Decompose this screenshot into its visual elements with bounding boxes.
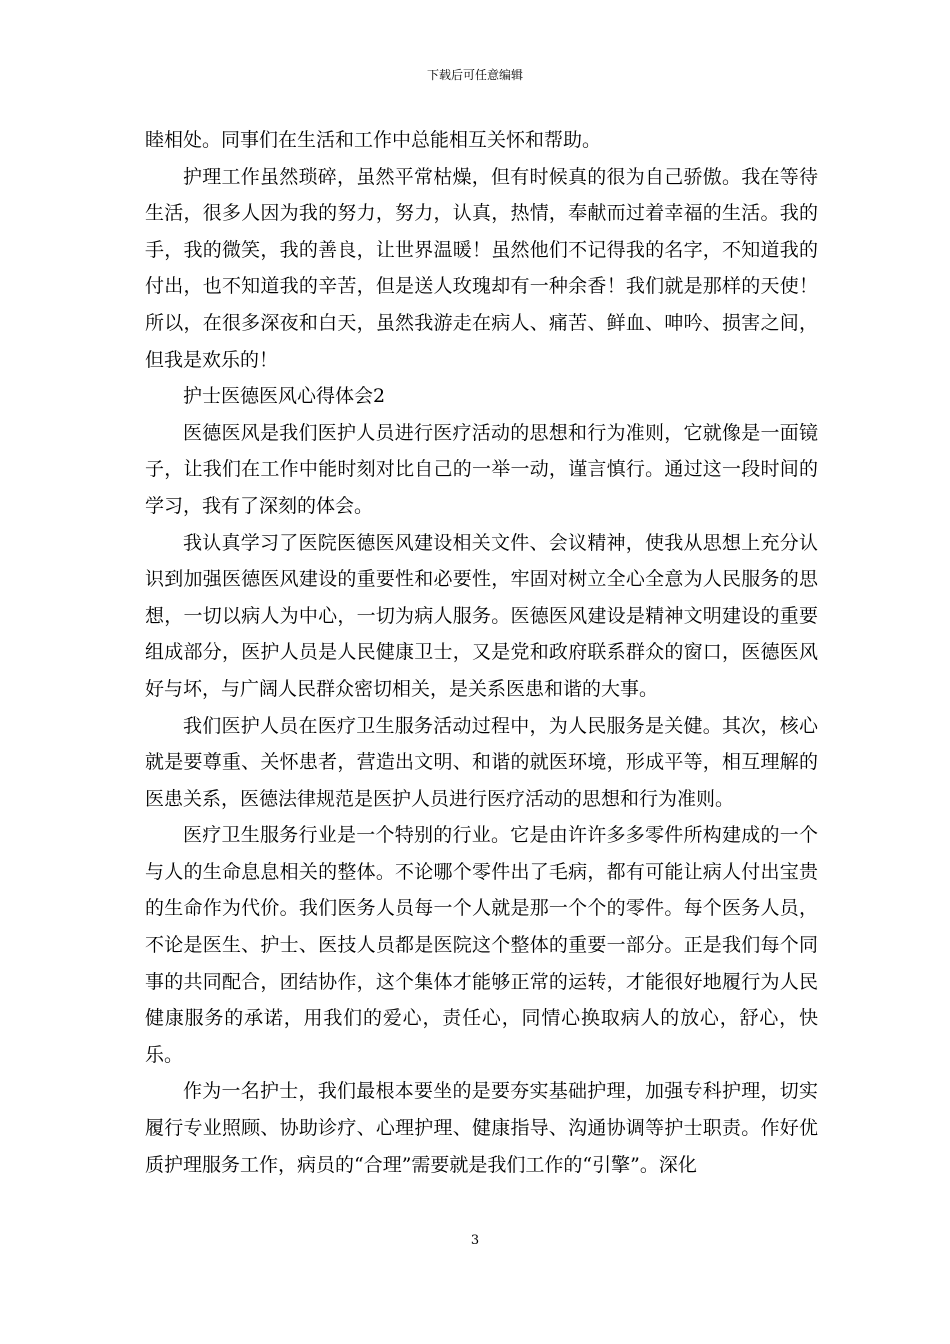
page-number: 3 (470, 1233, 480, 1248)
section-title: 护士医德医风心得体会2 (183, 385, 386, 408)
paragraph-nursing-pride: 护理工作虽然琐碎，虽然平常枯燥，但有时候真的很为自己骄傲。我在等待生活，很多人因为我的努力，努力，认真，热情，奉献而过着幸福的生活。我的手，我的微笑，我的善良，让世界温暖！虽然他们不记得我的名字，不知道我的付出，也不知道我的辛苦，但是送人玫瑰却有一种余香！我们就是那样的天使！所以，在很多深夜和白天，虽然我游走在病人、痛苦、鲜血、呻吟、损害之间，但我是欢乐的！ (145, 165, 818, 371)
paragraph-ethics-mirror: 医德医风是我们医护人员进行医疗活动的思想和行为准则，它就像是一面镜子，让我们在工作中能时刻对比自己的一举一动，谨言慎行。通过这一段时间的学习，我有了深刻的体会。 (145, 421, 818, 517)
page-header: 下载后可任意编辑 (426, 68, 523, 82)
paragraph-serve-people: 我们医护人员在医疗卫生服务活动过程中，为人民服务是关健。其次，核心就是要尊重、关怀患者，营造出文明、和谐的就医环境，形成平等，相互理解的医患关系，医德法律规范是医护人员进行医疗活动的思想和行为准则。 (145, 714, 818, 810)
paragraph-healthcare-industry: 医疗卫生服务行业是一个特别的行业。它是由许许多多零件所构建成的一个与人的生命息息相关的整体。不论哪个零件出了毛病，都有可能让病人付出宝贵的生命作为代价。我们医务人员每一个人就是那一个个的零件。每个医务人员，不论是医生、护士、医技人员都是医院这个整体的重要一部分。正是我们每个同事的共同配合，团结协作，这个集体才能够正常的运转，才能很好地履行为人民健康服务的承诺，用我们的爱心，责任心，同情心换取病人的放心，舒心，快乐。 (145, 824, 818, 1066)
paragraph-continuation: 睦相处。同事们在生活和工作中总能相互关怀和帮助。 (145, 129, 602, 151)
paragraph-study-documents: 我认真学习了医院医德医风建设相关文件、会议精神，使我从思想上充分认识到加强医德医风建设的重要性和必要性，牢固对树立全心全意为人民服务的思想，一切以病人为中心，一切为病人服务。医德医风建设是精神文明建设的重要组成部分，医护人员是人民健康卫士，又是党和政府联系群众的窗口，医德医风好与坏，与广阔人民群众密切相关，是关系医患和谐的大事。 (145, 531, 818, 700)
paragraph-nurse-duties: 作为一名护士，我们最根本要坐的是要夯实基础护理，加强专科护理，切实履行专业照顾、协助诊疗、心理护理、健康指导、沟通协调等护士职责。作好优质护理服务工作，病员的“合理”需要就是我们工作的“引擎”。深化 (145, 1080, 818, 1176)
document-body (145, 122, 818, 1183)
